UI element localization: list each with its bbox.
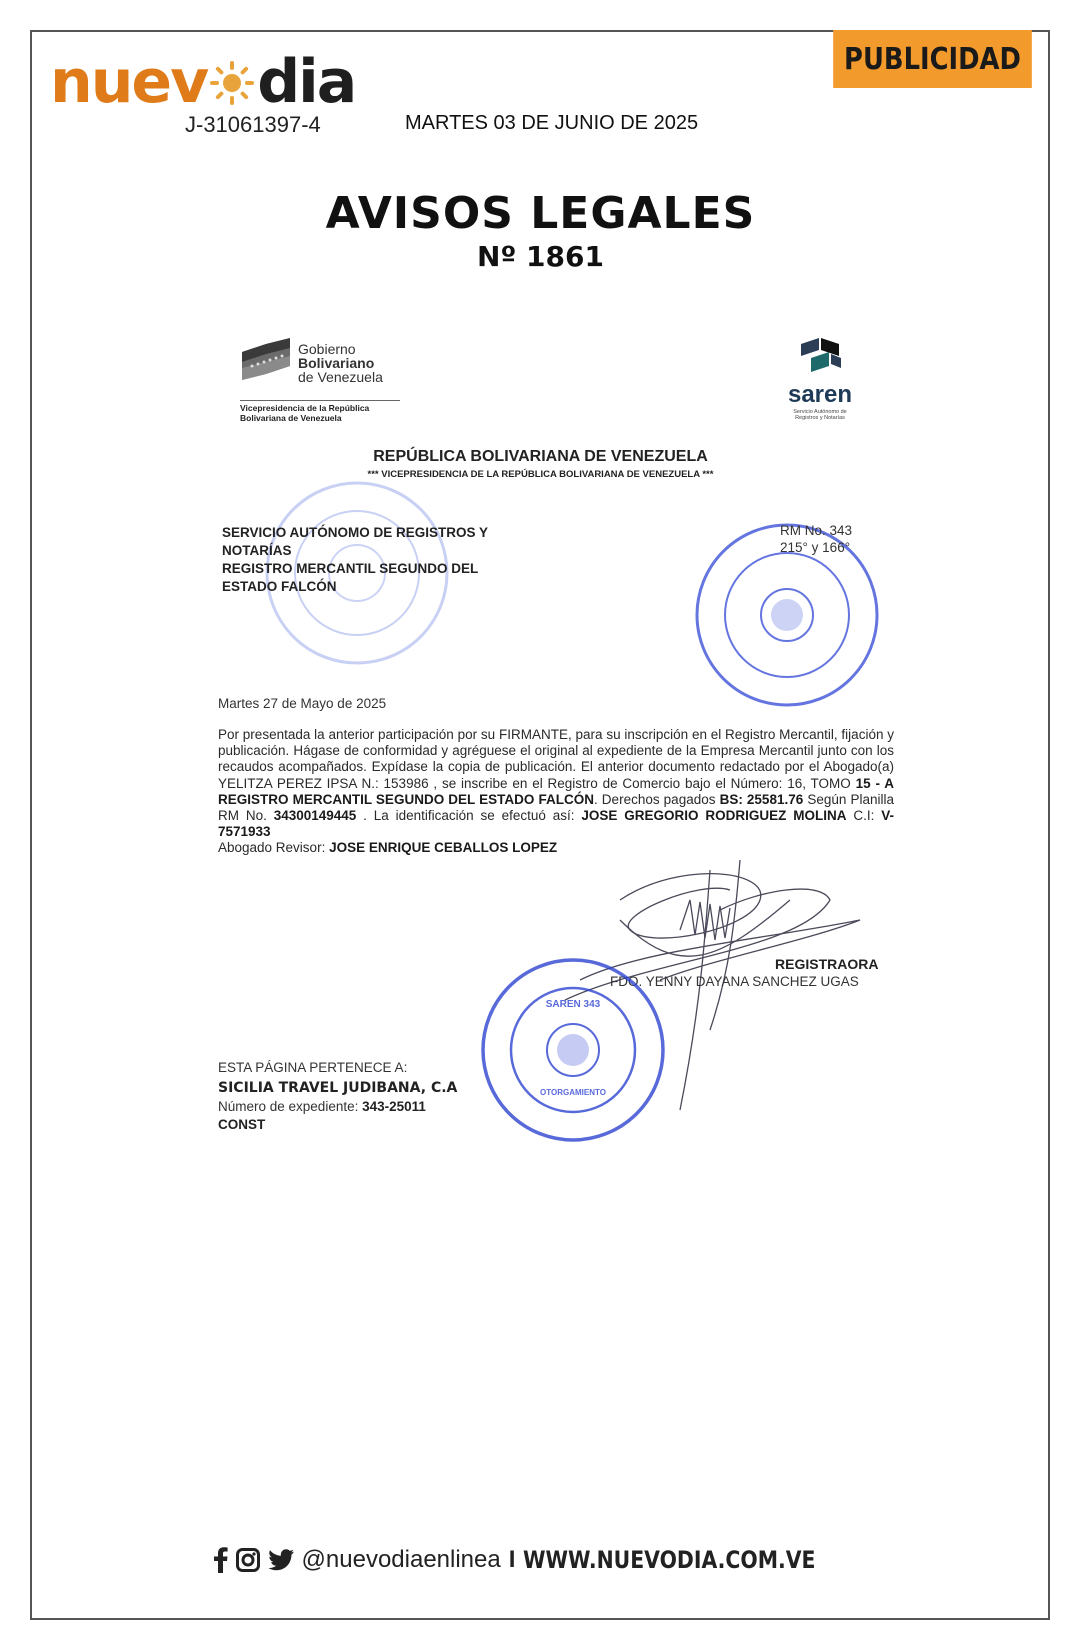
rm-block [780,522,852,556]
document-date: Martes 27 de Mayo de 2025 [218,696,387,711]
service-line-2: NOTARÍAS [222,543,292,558]
flag-icon [240,336,292,386]
revisor-name: JOSE ENRIQUE CEBALLOS LOPEZ [329,840,558,856]
social-handle[interactable]: @nuevodiaenlinea [301,1546,501,1573]
body-person: JOSE GREGORIO RODRIGUEZ MOLINA [581,808,847,824]
service-line-1: SERVICIO AUTÓNOMO DE REGISTROS Y [222,525,489,540]
publicidad-tag: PUBLICIDAD [833,30,1032,88]
document-body [218,727,894,857]
saren-word: saren [787,381,853,408]
footer [0,1546,1081,1574]
expediente-label: Número de expediente: [218,1099,363,1114]
republic-heading: REPÚBLICA BOLIVARIANA DE VENEZUELA [373,448,708,465]
rif-number: J-31061397-4 [185,112,321,137]
gobierno-line3: de Venezuela [298,369,383,385]
gobierno-sub1: Vicepresidencia de la República [240,403,370,413]
body-part-4: . La identificación se efectuó así: [356,808,582,824]
twitter-icon[interactable] [268,1547,294,1573]
logo-text-part2: dia [257,47,356,117]
instagram-icon[interactable] [236,1547,260,1573]
facebook-icon[interactable] [214,1547,228,1573]
gobierno-subtitle [240,400,400,423]
revisor-label: Abogado Revisor: [218,840,330,856]
service-line-3: REGISTRO MERCANTIL SEGUNDO DEL [222,561,479,576]
body-part-2: . Derechos pagados [593,791,720,807]
logo-text-part1: nuev [50,47,208,117]
publication-date: MARTES 03 DE JUNIO DE 2025 [405,112,699,134]
website-link[interactable]: WWW.NUEVODIA.COM.VE [523,1546,816,1574]
gobierno-sub2: Bolivariana de Venezuela [240,413,342,423]
body-planilla: 34300149445 [273,808,357,824]
registrar-title: REGISTRAORA [775,956,879,972]
expediente-value: 343-25011 [362,1099,426,1114]
body-part-1: Por presentada la anterior participación por su FIRMANTE, para su inscripción en el Registro Mercantil, fijación y publicación. Hágase de conformidad y agréguese el original al expediente de la Empresa Mercantil junto con los recaudos acompañados. Expídase la copia de publicación. El anterior documento redactado por el Abogado(a) YELITZA PEREZ IPSA N.: 153986 , se inscribe en el Registro de Comercio bajo el Número: 16, TOMO [218,727,894,791]
sun-icon [209,60,255,106]
rm-coordinates: 215° y 166° [780,540,851,555]
service-block [222,524,542,596]
gobierno-text [298,342,383,384]
rm-number: RM No. 343 [780,523,853,538]
company-name: SICILIA TRAVEL JUDIBANA, C.A [218,1080,458,1096]
saren-emblem-icon [797,336,843,374]
stamp-label-text: OTORGAMIENTO [540,1088,606,1097]
gobierno-bolivariano-logo [240,336,410,426]
body-fees: BS: 25581.76 [719,791,804,807]
saren-sub1: Servicio Autónomo de [793,409,847,415]
const-label: CONST [218,1117,266,1132]
gobierno-line1: Gobierno [298,341,356,357]
body-part-5: C.I: [846,808,882,824]
stamp-center-text: SAREN 343 [545,999,601,1010]
body-part-3: Según Planilla RM No. [218,791,894,824]
body-tomo: 15 - A REGISTRO MERCANTIL SEGUNDO DEL ESTADO FALCÓN [218,775,895,807]
footer-separator: I [508,1546,516,1573]
registrar-name: FDO. YENNY DAYANA SANCHEZ UGAS [610,974,859,989]
nuevodia-logo [50,47,356,117]
expediente [218,1099,426,1114]
page-title: AVISOS LEGALES [325,188,756,239]
service-line-4: ESTADO FALCÓN [222,579,337,594]
registry-stamp-bottom [478,955,668,1145]
saren-logo [775,336,865,426]
vicepresidency-heading: *** VICEPRESIDENCIA DE LA REPÚBLICA BOLIVARIANA DE VENEZUELA *** [367,469,714,480]
belongs-label: ESTA PÁGINA PERTENECE A: [218,1060,408,1075]
notice-number: Nº 1861 [477,240,604,273]
saren-sub2: Registros y Notarías [795,415,845,421]
gobierno-line2: Bolivariano [298,355,375,371]
body-ci: V-7571933 [218,808,894,840]
